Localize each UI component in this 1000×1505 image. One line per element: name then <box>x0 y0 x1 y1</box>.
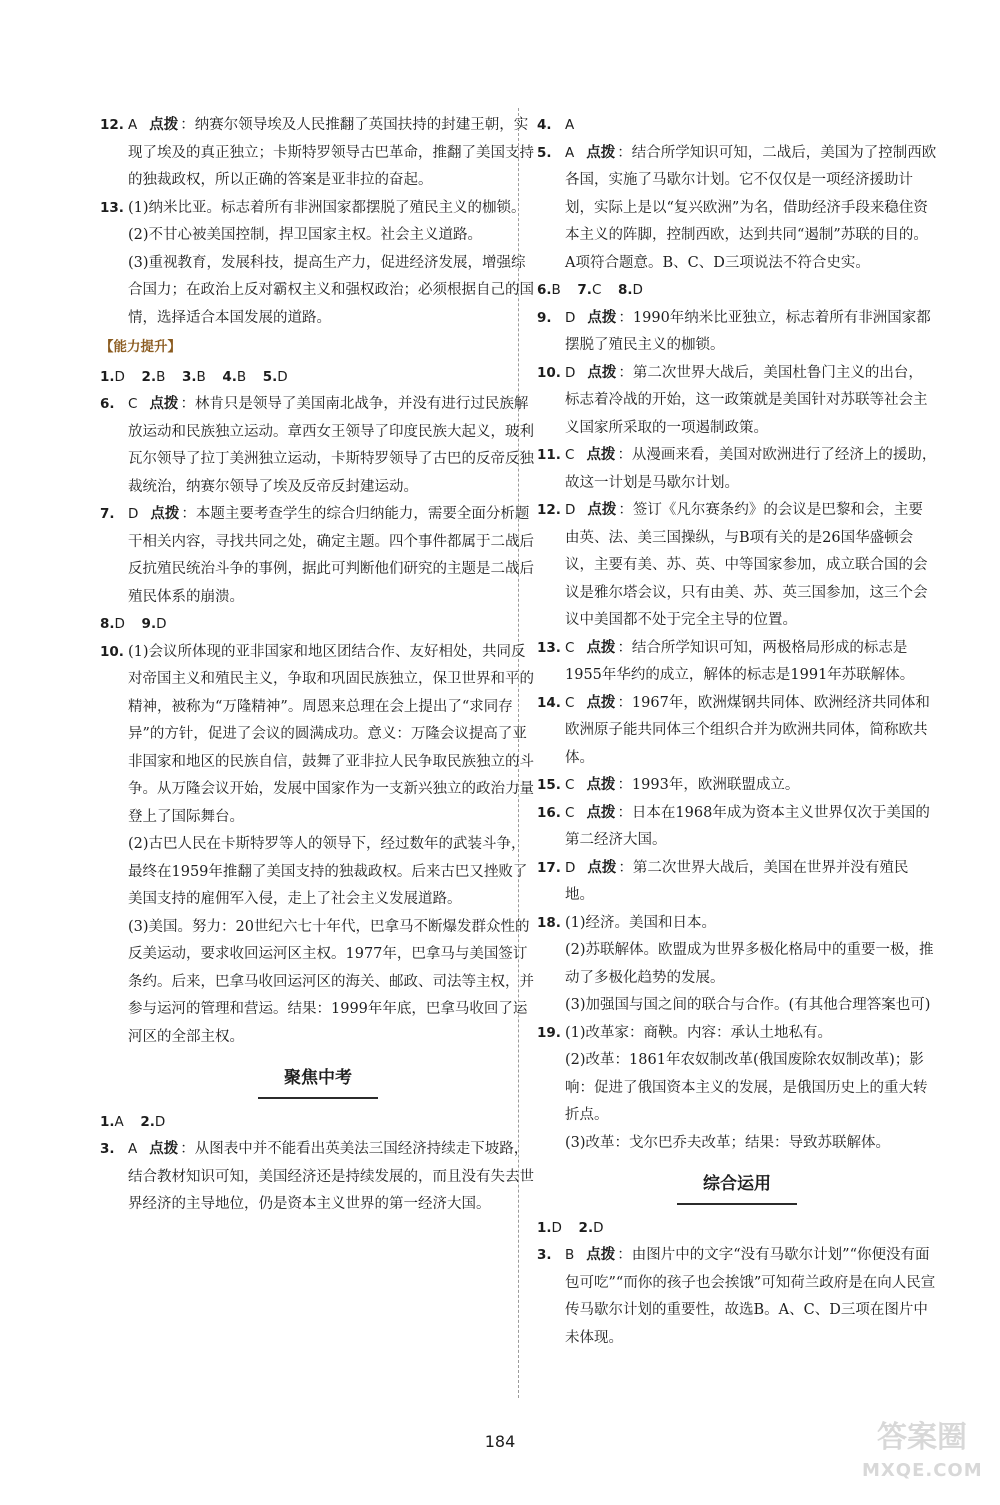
question-number: 15. <box>537 777 561 793</box>
section-tag-ability: 【能力提升】 <box>100 339 181 355</box>
answer-choice: D <box>565 364 576 381</box>
answer-item-4 <box>537 112 937 140</box>
answer-item-focus-3 <box>100 1136 536 1219</box>
answer-choice: C <box>565 447 575 463</box>
hint-label: 点拨 <box>586 804 616 821</box>
answer-choice: D <box>565 859 576 876</box>
question-number: 8. <box>100 616 115 632</box>
answer-part-1: (1)会议所体现的亚非国家和地区团结合作、友好相处，共同反对帝国主义和殖民主义，争取和巩固民族独立，保卫世界和平的精神，被称为“万隆精神”。周恩来总理在会上提出了“求同存异”的方针，促进了会议的圆满成功。意义：万隆会议提高了亚非国家和地区的民族自信，鼓舞了亚非拉人民争取民族独立的斗争。从万隆会议开始，发展中国家作为一支新兴独立的政治力量登上了国际舞台。 <box>128 643 534 825</box>
answer-choice: D <box>632 282 643 298</box>
answer-choice: B <box>551 282 561 298</box>
question-number: 9. <box>537 309 552 326</box>
section-title-text: 综合运用 <box>703 1174 771 1194</box>
hint-text: ：签订《凡尔赛条约》的会议是巴黎和会，主要由英、法、美三国操纵，与B项有关的是26国华盛顿会议，主要有美、苏、英、中等国家参加，成立联合国的会议是雅尔塔会议，只有由美、苏、英三国参加，这三个会议中美国都不处于完全主导的位置。 <box>565 502 928 628</box>
right-column <box>537 112 937 1352</box>
hint-label: 点拨 <box>150 506 180 522</box>
question-number: 10. <box>100 643 124 660</box>
answer-part-2: (2)苏联解体。欧盟成为世界多极化格局中的重要一极，推动了多极化趋势的发展。 <box>565 942 934 986</box>
answer-item-12 <box>537 497 937 635</box>
question-number: 18. <box>537 914 561 931</box>
answer-choice: A <box>114 1113 124 1130</box>
answer-choice: D <box>114 616 125 632</box>
hint-label: 点拨 <box>586 1247 616 1263</box>
hint-label: 点拨 <box>587 364 617 381</box>
hint-label: 点拨 <box>149 396 179 412</box>
answer-item-comprehensive-3 <box>537 1242 937 1352</box>
question-number: 13. <box>537 639 561 656</box>
answer-item-10 <box>537 360 937 443</box>
answer-item-18 <box>537 910 937 1020</box>
answer-choice: D <box>114 368 125 385</box>
hint-text: ：第二次世界大战后，美国杜鲁门主义的出台，标志着冷战的开始，这一政策就是美国针对苏联等社会主义国家所采取的一项遏制政策。 <box>565 364 928 436</box>
answer-choice: D <box>277 368 288 385</box>
question-number: 1. <box>100 368 115 385</box>
question-number: 4. <box>537 117 552 133</box>
question-number: 2. <box>141 368 157 385</box>
answer-choice: D <box>593 1219 604 1236</box>
answer-item-11 <box>537 442 937 497</box>
answer-choice: C <box>591 282 602 298</box>
question-number: 1. <box>537 1219 552 1236</box>
hint-label: 点拨 <box>587 502 617 518</box>
answer-choice: A <box>565 144 575 161</box>
question-number: 3. <box>100 1141 115 1157</box>
answer-choice: C <box>565 694 575 711</box>
answer-choice: B <box>156 368 166 385</box>
answer-item-16 <box>537 800 937 855</box>
answer-row-6-8 <box>537 277 937 305</box>
answer-row-1-5 <box>100 364 536 392</box>
question-number: 10. <box>537 364 561 381</box>
question-number: 16. <box>537 804 561 821</box>
hint-label: 点拨 <box>149 117 179 133</box>
hint-label: 点拨 <box>586 639 616 656</box>
answer-choice: D <box>128 506 139 522</box>
section-underline <box>258 1097 378 1099</box>
hint-label: 点拨 <box>586 447 616 463</box>
hint-text: ：结合所学知识可知，两极格局形成的标志是1955年华约的成立，解体的标志是1991年苏联解体。 <box>565 639 915 683</box>
question-number: 9. <box>141 616 157 632</box>
answer-part-3: (3)重视教育，发展科技，提高生产力，促进经济发展，增强综合国力；在政治上反对霸权主义和强权政治；必须根据自己的国情，选择适合本国发展的道路。 <box>128 254 534 326</box>
answer-row-focus-1-2 <box>100 1109 536 1137</box>
answer-choice: C <box>128 396 138 412</box>
answer-item-15 <box>537 772 937 800</box>
hint-label: 点拨 <box>587 859 617 876</box>
answer-choice: C <box>565 777 575 793</box>
question-number: 2. <box>140 1113 155 1130</box>
question-number: 8. <box>617 282 633 298</box>
answer-choice: D <box>565 309 576 326</box>
question-number: 4. <box>222 368 237 385</box>
hint-text: ：1993年，欧洲联盟成立。 <box>617 777 800 793</box>
answer-part-2: (2)不甘心被美国控制，捍卫国家主权。社会主义道路。 <box>128 227 483 243</box>
question-number: 11. <box>537 447 561 463</box>
answer-item-6 <box>100 391 536 501</box>
hint-text: ：从漫画来看，美国对欧洲进行了经济上的援助，故这一计划是马歇尔计划。 <box>565 447 937 491</box>
question-number: 12. <box>100 117 124 133</box>
hint-text: ：第二次世界大战后，美国在世界并没有殖民地。 <box>565 859 909 903</box>
section-title-text: 聚焦中考 <box>284 1068 352 1088</box>
answer-choice: D <box>156 616 167 632</box>
answer-choice: D <box>154 1113 166 1130</box>
answer-part-1: (1)纳米比亚。标志着所有非洲国家都摆脱了殖民主义的枷锁。 <box>128 199 526 216</box>
hint-text: ：林肯只是领导了美国南北战争，并没有进行过民族解放运动和民族独立运动。章西女王领导了印度民族大起义，玻利瓦尔领导了拉丁美洲独立运动，卡斯特罗领导了古巴的反帝反独裁统治，纳赛尔领导了埃及反帝反封建运动。 <box>128 396 534 495</box>
question-number: 5. <box>537 144 552 161</box>
question-number: 12. <box>537 502 561 518</box>
answer-part-3: (3)加强国与国之间的联合与合作。(有其他合理答案也可) <box>565 997 931 1013</box>
answer-choice: D <box>551 1219 562 1236</box>
hint-text: ：从图表中并不能看出英美法三国经济持续走下坡路，结合教材知识可知，美国经济还是持续发展的，而且没有失去世界经济的主导地位，仍是资本主义世界的第一经济大国。 <box>128 1141 534 1212</box>
question-number: 3. <box>537 1247 552 1263</box>
answer-item-7 <box>100 501 536 611</box>
hint-label: 点拨 <box>586 144 616 161</box>
question-number: 5. <box>262 368 278 385</box>
watermark-logo <box>862 1418 982 1496</box>
watermark-url: MXQE.COM <box>862 1460 983 1481</box>
question-number: 6. <box>100 396 115 412</box>
answer-item-14 <box>537 690 937 773</box>
answer-part-3: (3)改革：戈尔巴乔夫改革；结果：导致苏联解体。 <box>565 1134 891 1151</box>
answer-part-1: (1)经济。美国和日本。 <box>565 914 717 931</box>
question-number: 7. <box>100 506 115 522</box>
answer-choice: C <box>565 639 575 656</box>
answer-part-2: (2)古巴人民在卡斯特罗等人的领导下，经过数年的武装斗争，最终在1959年推翻了美国支持的独裁政权。后来古巴又挫败了美国支持的雇佣军入侵，走上了社会主义发展道路。 <box>128 836 528 907</box>
hint-label: 点拨 <box>149 1141 179 1157</box>
answer-choice: B <box>196 368 206 385</box>
question-number: 7. <box>577 282 592 298</box>
answer-item-5 <box>537 140 937 278</box>
question-number: 19. <box>537 1024 561 1041</box>
section-underline <box>677 1203 797 1205</box>
answer-part-2: (2)改革：1861年农奴制改革(俄国废除农奴制改革)；影响：促进了俄国资本主义的发展，是俄国历史上的重大转折点。 <box>565 1052 928 1123</box>
answer-item-10 <box>100 639 536 1052</box>
answer-choice: A <box>128 1141 138 1157</box>
answer-row-comprehensive-1-2 <box>537 1215 937 1243</box>
watermark-text: 答案圈 <box>877 1420 967 1455</box>
answer-part-3: (3)美国。努力：20世纪六七十年代，巴拿马不断爆发群众性的反美运动，要求收回运河区主权。1977年，巴拿马与美国签订条约。后来，巴拿马收回运河区的海关、邮政、司法等主权，并参与运河的管理和营运。结果：1999年年底，巴拿马收回了运河区的全部主权。 <box>128 918 534 1045</box>
answer-choice: A <box>128 117 138 133</box>
hint-text: ：由图片中的文字“没有马歇尔计划”“你便没有面包可吃”“而你的孩子也会挨饿”可知荷兰政府是在向人民宣传马歇尔计划的重要性，故选B。A、C、D三项在图片中未体现。 <box>565 1247 936 1346</box>
page-number: 184 <box>484 1432 516 1451</box>
hint-label: 点拨 <box>587 309 617 326</box>
question-number: 17. <box>537 859 561 876</box>
answer-item-19 <box>537 1020 937 1158</box>
hint-text: ：1967年，欧洲煤钢共同体、欧洲经济共同体和欧洲原子能共同体三个组织合并为欧洲共同体，简称欧共体。 <box>565 694 930 766</box>
question-number: 1. <box>100 1113 115 1130</box>
hint-text: ：本题主要考查学生的综合归纳能力，需要全面分析题干相关内容，寻找共同之处，确定主题。四个事件都属于二战后反抗殖民统治斗争的事例，据此可判断他们研究的主题是二战后殖民体系的崩溃。 <box>128 506 534 605</box>
answer-choice: C <box>565 804 575 821</box>
answer-item-9 <box>537 305 937 360</box>
answer-choice: B <box>565 1247 575 1263</box>
hint-text: ：1990年纳米比亚独立，标志着所有非洲国家都摆脱了殖民主义的枷锁。 <box>565 309 931 353</box>
question-number: 13. <box>100 199 124 216</box>
section-title-focus <box>100 1065 536 1099</box>
question-number: 2. <box>578 1219 594 1236</box>
hint-text: ：日本在1968年成为资本主义世界仅次于美国的第二经济大国。 <box>565 804 930 848</box>
answer-choice: D <box>565 502 576 518</box>
question-number: 6. <box>537 282 552 298</box>
answer-part-1: (1)改革家：商鞅。内容：承认土地私有。 <box>565 1024 833 1041</box>
answer-choice: A <box>565 117 575 133</box>
left-column <box>100 112 536 1219</box>
answer-item-13 <box>537 635 937 690</box>
section-title-comprehensive <box>537 1171 937 1205</box>
answer-choice: B <box>236 368 247 385</box>
hint-text: ：结合所学知识可知，二战后，美国为了控制西欧各国，实施了马歇尔计划。它不仅仅是一项经济援助计划，实际上是以“复兴欧洲”为名，借助经济手段来稳住资本主义的阵脚，控制西欧，达到共同“遏制”苏联的目的。A项符合题意。B、C、D三项说法不符合史实。 <box>565 144 937 271</box>
answer-row-8-9 <box>100 611 536 639</box>
question-number: 3. <box>181 368 197 385</box>
answer-item-12 <box>100 112 536 195</box>
answer-item-17 <box>537 855 937 910</box>
question-number: 14. <box>537 694 561 711</box>
hint-label: 点拨 <box>586 694 616 711</box>
answer-item-13 <box>100 195 536 333</box>
hint-text: ：纳赛尔领导埃及人民推翻了英国扶持的封建王朝，实现了埃及的真正独立；卡斯特罗领导古巴革命，推翻了美国支持的独裁政权，所以正确的答案是亚非拉的奋起。 <box>128 117 534 188</box>
hint-label: 点拨 <box>586 777 616 793</box>
